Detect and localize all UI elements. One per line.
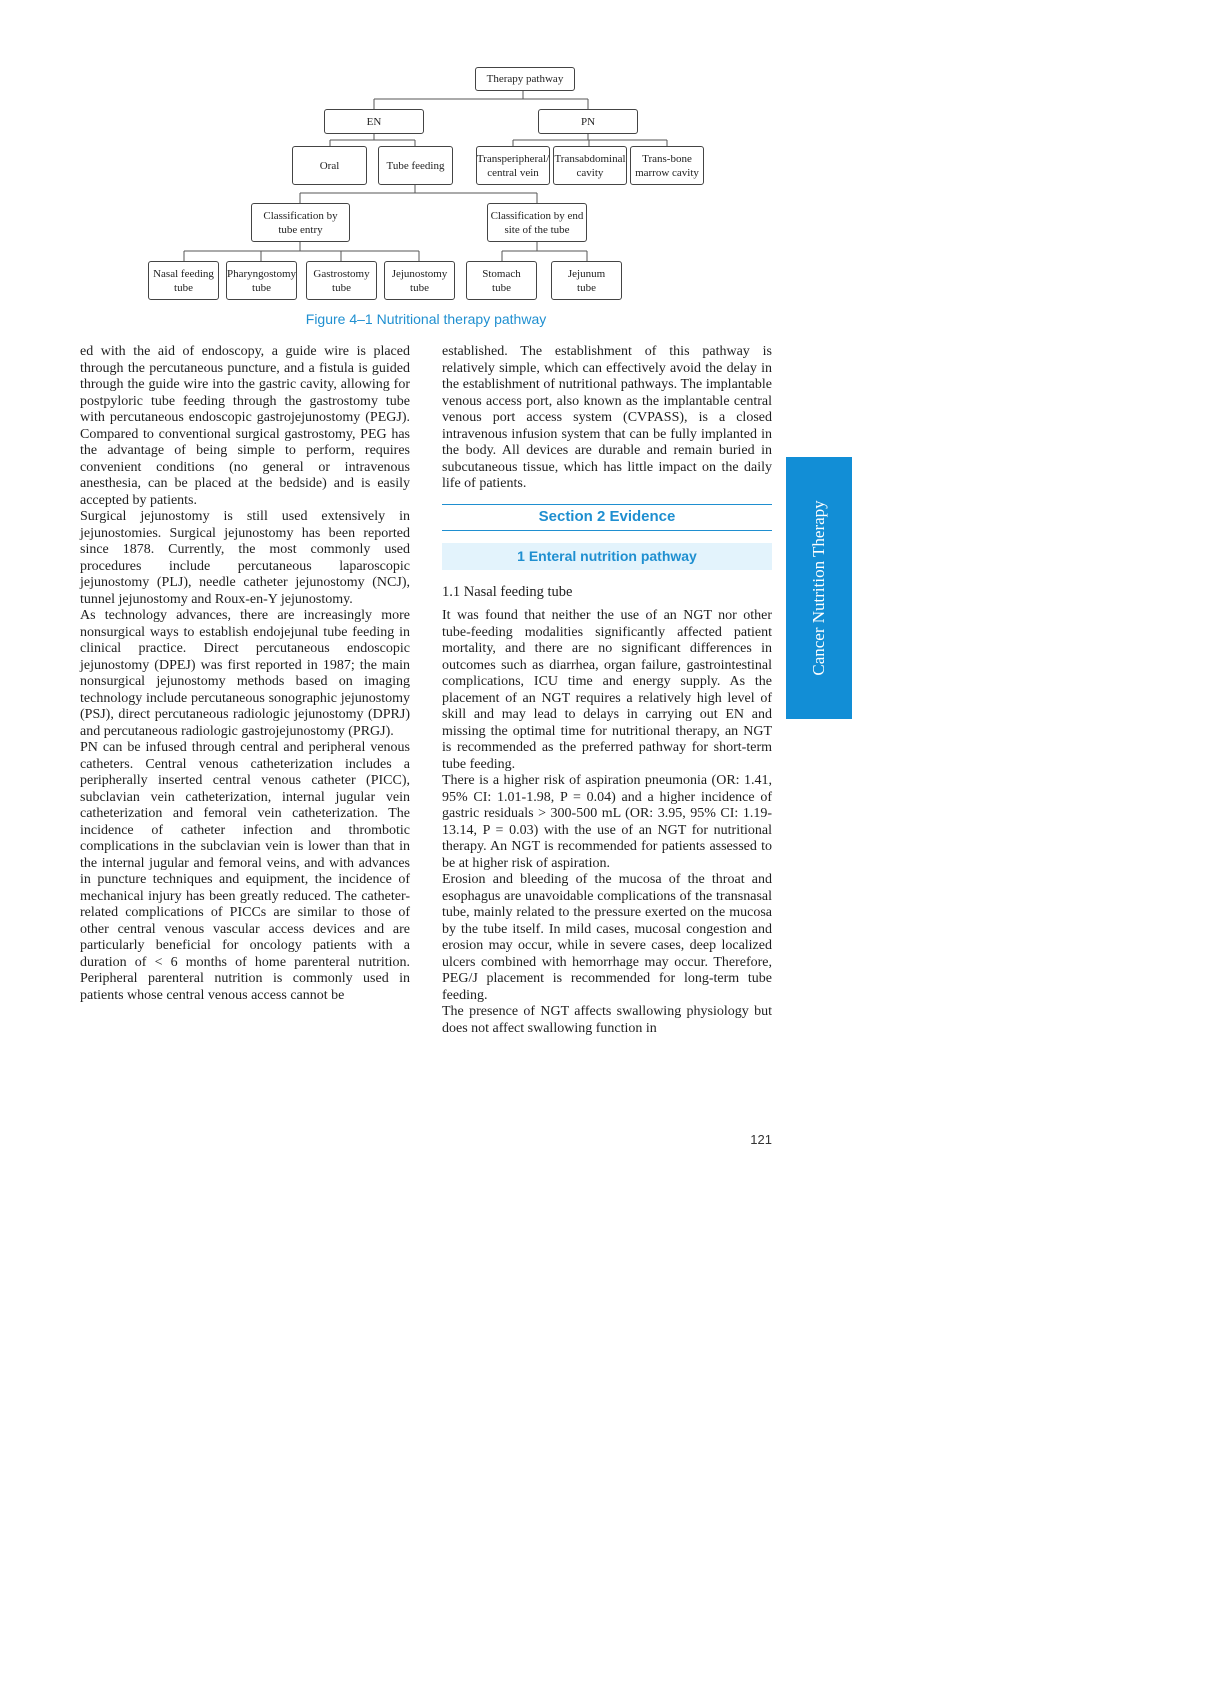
- paragraph: PN can be infused through central and peripheral venous catheters. Central venous catheterization includes a peripherally inserted central venous catheter (PICC), subclavian vein catheterization, internal jugular vein catheterization and femoral vein catheterization. The incidence of catheter infection and thrombotic complications in the subclavian vein is lower than that in the internal jugular and femoral veins, and with advances in puncture techniques and equipment, the incidence of mechanical injury has been greatly reduced. The catheter-related complications of PICCs are similar to those of other central venous vascular access devices and are particularly beneficial for oncology patients with a duration of < 6 months of home parenteral nutrition. Peripheral parenteral nutrition is commonly used in patients whose central venous access cannot be: [80, 740, 410, 1003]
- left-column: [80, 344, 410, 1004]
- node-jejunostomy-tube: Jejunostomy tube: [384, 261, 455, 300]
- paragraph: There is a higher risk of aspiration pneumonia (OR: 1.41, 95% CI: 1.01-1.98, P = 0.04) and a higher incidence of gastric residuals > 300-500 mL (OR: 3.95, 95% CI: 1.19-13.14, P = 0.03) with the use of an NGT for nutritional therapy. An NGT is recommended for patients assessed to be at higher risk of aspiration.: [442, 773, 772, 871]
- node-transperipheral-central-vein: Transperipheral/ central vein: [476, 146, 550, 185]
- node-pharyngostomy-tube: Pharyngostomy tube: [226, 261, 297, 300]
- section-heading: Section 2 Evidence: [442, 504, 772, 531]
- node-trans-bone-marrow-cavity: Trans-bone marrow cavity: [630, 146, 704, 185]
- node-nasal-feeding-tube: Nasal feeding tube: [148, 261, 219, 300]
- page-number: 121: [750, 1132, 772, 1147]
- chapter-side-tab: [786, 457, 852, 719]
- right-column: [442, 344, 772, 1037]
- node-tube-feeding: Tube feeding: [378, 146, 453, 185]
- paragraph: As technology advances, there are increasingly more nonsurgical ways to establish endojejunal tube feeding in clinical practice. Direct percutaneous endoscopic jejunostomy (DPEJ) was first reported in 1987; the main nonsurgical jejunostomy methods based on imaging technology include percutaneous sonographic jejunostomy (PSJ), direct percutaneous radiologic jejunostomy (DPRJ) and percutaneous radiologic gastrojejunostomy (PRGJ).: [80, 608, 410, 739]
- node-pn: PN: [538, 109, 638, 134]
- node-classification-tube-entry: Classification by tube entry: [251, 203, 350, 242]
- paragraph: ed with the aid of endoscopy, a guide wire is placed through the percutaneous puncture, and a fistula is guided through the guide wire into the gastric cavity, allowing for postpyloric tube feeding through the gastrostomy tube with percutaneous endoscopic gastrojejunostomy (PEGJ). Compared to conventional surgical gastrostomy, PEG has the advantage of being simple to perform, requires convenient conditions (no general or intravenous anesthesia, can be placed at the bedside) and is easily accepted by patients.: [80, 344, 410, 508]
- chapter-side-tab-label: Cancer Nutrition Therapy: [809, 500, 828, 676]
- node-classification-end-site: Classification by end site of the tube: [487, 203, 587, 242]
- subsection-heading: 1 Enteral nutrition pathway: [442, 543, 772, 570]
- node-transabdominal-cavity: Transabdominal cavity: [553, 146, 627, 185]
- figure-caption: Figure 4–1 Nutritional therapy pathway: [305, 311, 547, 327]
- node-gastrostomy-tube: Gastrostomy tube: [306, 261, 377, 300]
- paragraph: Erosion and bleeding of the mucosa of the throat and esophagus are unavoidable complications of the transnasal tube, mainly related to the pressure exerted on the mucosa by the tube itself. In mild cases, mucosal congestion and erosion may occur, while in severe cases, deep localized ulcers combined with hemorrhage may occur. Therefore, PEG/J placement is recommended for long-term tube feeding.: [442, 872, 772, 1003]
- node-oral: Oral: [292, 146, 367, 185]
- paragraph: established. The establishment of this pathway is relatively simple, which can effectively avoid the delay in the establishment of nutritional pathways. The implantable venous access port, also known as the implantable central venous port access system (CVPASS), is a closed intravenous infusion system that can be fully implanted in the body. All devices are durable and remain buried in subcutaneous tissue, which has little impact on the daily life of patients.: [442, 344, 772, 491]
- paragraph: It was found that neither the use of an NGT nor other tube-feeding modalities significantly affected patient mortality, and there are no significant differences in outcomes such as diarrhea, organ failure, gastrointestinal complications, ICU time and energy supply. As the placement of an NGT requires a relatively high level of skill and may lead to delays in carrying out EN and missing the optimal time for nutritional therapy, an NGT is recommended as the preferred pathway for short-term tube feeding.: [442, 608, 772, 772]
- node-therapy-pathway: Therapy pathway: [475, 67, 575, 91]
- subsubsection-heading: 1.1 Nasal feeding tube: [442, 583, 573, 600]
- flowchart-figure: [0, 0, 1218, 330]
- paragraph: The presence of NGT affects swallowing physiology but does not affect swallowing function in: [442, 1004, 772, 1036]
- node-jejunum-tube: Jejunum tube: [551, 261, 622, 300]
- node-en: EN: [324, 109, 424, 134]
- node-stomach-tube: Stomach tube: [466, 261, 537, 300]
- paragraph: Surgical jejunostomy is still used extensively in jejunostomies. Surgical jejunostomy has been reported since 1878. Currently, the most commonly used procedures include percutaneous laparoscopic jejunostomy (PLJ), needle catheter jejunostomy (NCJ), tunnel jejunostomy and Roux-en-Y jejunostomy.: [80, 509, 410, 607]
